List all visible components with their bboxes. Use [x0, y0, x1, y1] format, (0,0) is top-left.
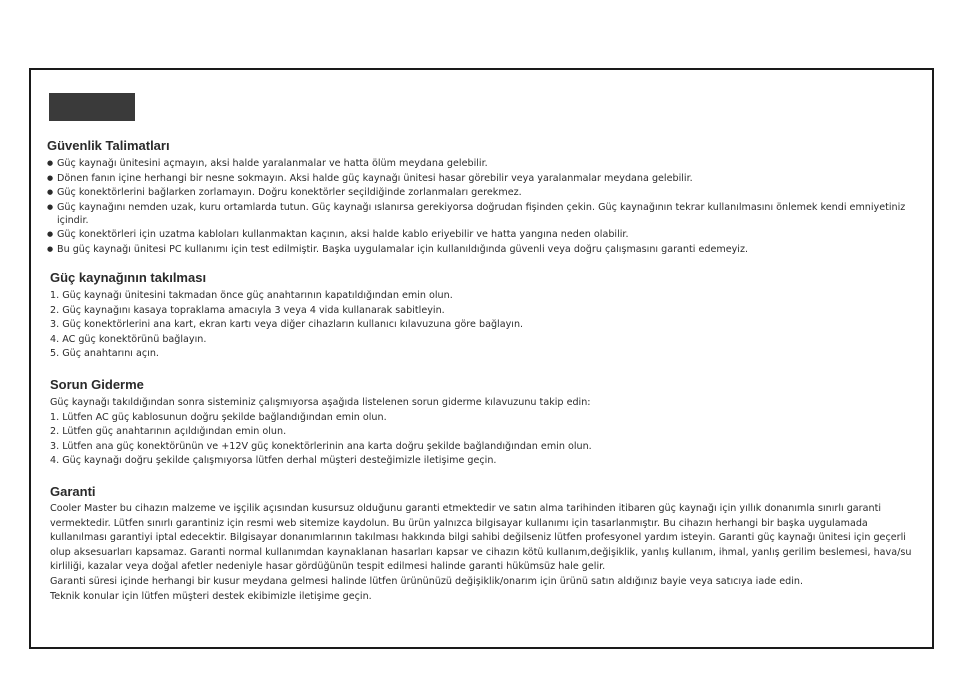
warranty-title: Garanti: [50, 484, 96, 499]
warranty-section: [50, 484, 924, 604]
troubleshoot-intro: Güç kaynağı takıldığından sonra sisteminiz çalışmıyorsa aşağıda listelenen sorun giderme kılavuzunu takip edin:: [50, 397, 591, 408]
install-step: 1. Güç kaynağı ünitesini takmadan önce güç anahtarının kapatıldığından emin olun.: [50, 290, 453, 301]
troubleshoot-title: Sorun Giderme: [50, 377, 144, 392]
troubleshoot-step: 4. Güç kaynağı doğru şekilde çalışmıyorsa lütfen derhal müşteri desteğimizle iletişime geçin.: [50, 455, 497, 467]
troubleshoot-section: [50, 377, 930, 469]
troubleshoot-step: 3. Lütfen ana güç konektörünün ve +12V güç konektörlerinin ana karta doğru şekilde bağlandığından emin olun.: [50, 440, 592, 452]
install-step: 2. Güç kaynağını kasaya topraklama amacıyla 3 veya 4 vida kullanarak sabitleyin.: [50, 304, 445, 316]
language-tab-marker: [49, 93, 135, 121]
safety-item: ● Güç konektörlerini bağlarken zorlamayın. Doğru konektörler seçildiğinde zorlanmaları gerekmez.: [47, 186, 927, 199]
safety-item: ● Dönen fanın içine herhangi bir nesne sokmayın. Aksi halde güç kaynağı ünitesi hasar görebilir veya yaralanmalar meydana gelebilir.: [47, 172, 927, 185]
install-section: [50, 270, 930, 362]
install-step: 3. Güç konektörlerini ana kart, ekran kartı veya diğer cihazların kullanıcı kılavuzuna göre bağlayın.: [50, 319, 524, 331]
safety-list: [47, 157, 927, 256]
warranty-return-note: Garanti süresi içinde herhangi bir kusur meydana gelmesi halinde lütfen ürününüzü değişiklik/onarım için ürünü satın aldığınız bayie veya satıcıya iade edin.: [50, 575, 804, 587]
safety-item: ● Güç konektörleri için uzatma kabloları kullanmaktan kaçının, aksi halde kablo eriyebilir ve hatta yangına neden olabilir.: [47, 228, 927, 241]
safety-section: [47, 138, 927, 257]
warranty-support-note: Teknik konular için lütfen müşteri destek ekibimizle iletişime geçin.: [50, 590, 372, 602]
safety-item: ● Güç kaynağı ünitesini açmayın, aksi halde yaralanmalar ve hatta ölüm meydana gelebilir.: [47, 157, 927, 170]
troubleshoot-step: 1. Lütfen AC güç kablosunun doğru şekilde bağlandığından emin olun.: [50, 411, 387, 423]
troubleshoot-step: 2. Lütfen güç anahtarının açıldığından emin olun.: [50, 426, 287, 438]
install-step: 5. Güç anahtarını açın.: [50, 348, 159, 360]
safety-item: ● Bu güç kaynağı ünitesi PC kullanımı için test edilmiştir. Başka uygulamalar için kullanıldığında güvenli veya doğru çalışmasını garanti edemeyiz.: [47, 243, 927, 256]
install-step: 4. AC güç konektörünü bağlayın.: [50, 333, 207, 345]
troubleshoot-steps: [50, 396, 930, 469]
safety-item: ● Güç kaynağını nemden uzak, kuru ortamlarda tutun. Güç kaynağı ıslanırsa gerekiyorsa doğrudan fişinden çekin. Güç kaynağının tekrar kullanılmasını önlemek kendi emniyetiniz içindir.: [47, 201, 927, 227]
safety-title: Güvenlik Talimatları: [47, 138, 170, 153]
install-steps: [50, 289, 930, 362]
install-title: Güç kaynağının takılması: [50, 270, 207, 285]
warranty-body: Cooler Master bu cihazın malzeme ve işçilik açısından kusursuz olduğunu garanti etmektedir ve satın alma tarihinden itibaren güç kaynağı için yıllık donanımla sınırlı garanti vermektedir. Lütfen sınırlı garantiniz için resmi web sitemize kaydolun. Bu ürün yalnızca bilgisayar kullanımı için tasarlanmıştır. Bu cihazın herhangi bir başka uygulamada kullanılması garantiyi iptal edecektir. Bilgisayar donanımlarının takılması hakkında bilgi sahibi değilseniz lütfen profesyonel yardım isteyin. Garanti güç kaynağı ünitesi için geçerli olup aksesuarları kapsamaz. Garanti normal kullanımdan kaynaklanan hasarları kapsar ve cihazın kötü kullanım,değişiklik, yanlış kullanım, ihmal, yanlış gerilim beslemesi, hava/su kirliliği, kazalar veya doğal afetler nedeniyle hasar gördüğünün tespit edilmesi halinde garanti hükümsüz hale gelir.: [50, 503, 912, 573]
